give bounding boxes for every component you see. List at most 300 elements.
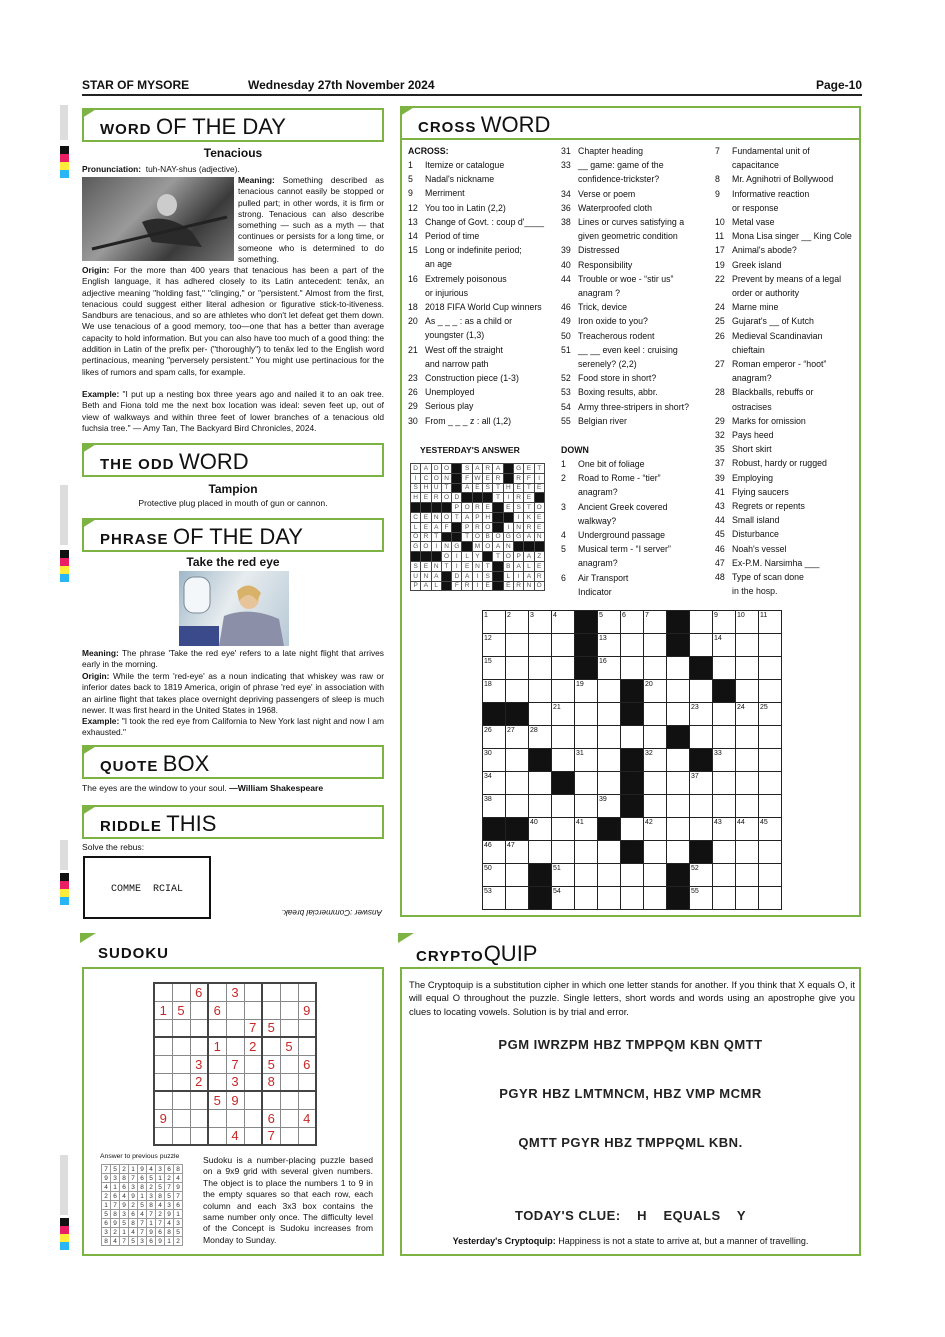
crossword-cell[interactable]: 50 (483, 864, 506, 887)
crossword-cell[interactable] (506, 795, 529, 818)
crossword-cell[interactable] (506, 657, 529, 680)
crossword-cell[interactable]: 1 (483, 611, 506, 634)
answer-cell: 7 (174, 1192, 183, 1201)
crossword-cell[interactable]: 5 (598, 611, 621, 634)
crossword-cell[interactable]: 41 (575, 818, 598, 841)
answer-cell: E (524, 464, 534, 474)
crossword-cell[interactable]: 20 (644, 680, 667, 703)
sudoku-cell[interactable] (226, 1019, 244, 1037)
crossword-cell[interactable]: 38 (483, 795, 506, 818)
crossword-cell[interactable]: 11 (759, 611, 782, 634)
crossword-cell[interactable] (667, 772, 690, 795)
sudoku-cell[interactable] (298, 1073, 316, 1091)
origin-text: For the more than 400 years that tenacious has been a part of the English language, it has adhered closely to its Latin antecedent: tenāx, an adjective meaning "holding fast," "clinging," or "persistent." Almost from the first, tenacious could suggest either literal adhesion or figurative stick-to-itiveness. Sandburs are tenacious, and so are athletes who don't let defeat get them down. We use tenacious of a good memory, too—one that has a better than average capacity to hold information. But you can also have too much of a good thing: the addition in Latin of the prefix per- ("thoroughly") to tenāx led to the English word pertinacious, meaning "perversely persistent." You might use pertinacious for the likes of rumors and spam calls, for example. (82, 265, 385, 377)
crossword-cell[interactable] (713, 726, 736, 749)
crossword-cell[interactable] (506, 680, 529, 703)
crossword-cell[interactable] (529, 680, 552, 703)
crossword-cell[interactable]: 15 (483, 657, 506, 680)
crossword-cell[interactable]: 2 (506, 611, 529, 634)
crossword-cell[interactable] (644, 795, 667, 818)
sudoku-cell[interactable] (154, 1019, 172, 1037)
answer-cell: I (472, 581, 482, 591)
sudoku-cell[interactable]: 5 (262, 1055, 280, 1073)
crossword-cell[interactable] (713, 864, 736, 887)
sudoku-cell[interactable] (208, 1127, 226, 1145)
crossword-cell[interactable]: 55 (690, 887, 713, 910)
answer-cell: 2 (156, 1210, 165, 1219)
crossword-cell[interactable] (598, 703, 621, 726)
crossword-cell[interactable] (621, 657, 644, 680)
sudoku-cell[interactable] (172, 1055, 190, 1073)
crossword-cell[interactable] (667, 887, 690, 910)
crossword-cell[interactable] (667, 841, 690, 864)
sudoku-cell[interactable]: 5 (262, 1019, 280, 1037)
sudoku-cell[interactable]: 7 (262, 1127, 280, 1145)
crossword-cell[interactable] (713, 657, 736, 680)
sudoku-cell[interactable] (262, 1001, 280, 1019)
sudoku-cell[interactable] (298, 1037, 316, 1055)
wotd-word: Tenacious (203, 146, 263, 160)
clue-text: Roman emperor - “hoot” (732, 359, 827, 370)
sudoku-cell[interactable] (226, 1037, 244, 1055)
crossword-cell[interactable]: 22 (621, 703, 644, 726)
sudoku-cell[interactable] (280, 1127, 298, 1145)
example-text: "I took the red eye from California to New York last night and now I am exhausted." (82, 716, 384, 738)
crossword-cell[interactable] (598, 772, 621, 795)
sudoku-cell[interactable] (172, 1073, 190, 1091)
sudoku-cell[interactable] (280, 983, 298, 1001)
clue-item (715, 272, 860, 286)
sudoku-cell[interactable] (280, 1055, 298, 1073)
crossword-cell[interactable] (552, 680, 575, 703)
crossword-cell[interactable] (736, 841, 759, 864)
clue-item (715, 584, 860, 598)
clue-number: 20 (408, 316, 418, 327)
clue-text: Type of scan done (732, 572, 804, 583)
sudoku-cell[interactable] (298, 983, 316, 1001)
crossword-cell[interactable] (690, 749, 713, 772)
crossword-cell[interactable]: 40 (529, 818, 552, 841)
crossword-cell[interactable] (552, 657, 575, 680)
crossword-cell[interactable]: 27 (506, 726, 529, 749)
sudoku-cell[interactable]: 9 (298, 1001, 316, 1019)
sudoku-cell[interactable] (280, 1091, 298, 1109)
crossword-cell[interactable] (575, 795, 598, 818)
crossword-cell[interactable]: 23 (690, 703, 713, 726)
crossword-cell[interactable] (667, 749, 690, 772)
answer-cell: A (421, 464, 431, 474)
crossword-cell[interactable] (759, 726, 782, 749)
crossword-cell[interactable] (552, 818, 575, 841)
sudoku-cell[interactable] (280, 1109, 298, 1127)
sudoku-cell[interactable]: 6 (208, 1001, 226, 1019)
crossword-cell[interactable] (598, 864, 621, 887)
clue-item (408, 314, 558, 328)
crossword-cell[interactable] (713, 680, 736, 703)
sudoku-cell[interactable] (280, 1073, 298, 1091)
crossword-cell[interactable] (759, 841, 782, 864)
sudoku-cell[interactable]: 4 (226, 1127, 244, 1145)
crossword-cell[interactable] (759, 657, 782, 680)
crossword-cell[interactable] (621, 634, 644, 657)
crossword-cell[interactable] (598, 887, 621, 910)
sudoku-cell[interactable] (226, 1109, 244, 1127)
crossword-cell[interactable] (736, 749, 759, 772)
sudoku-cell[interactable] (208, 1055, 226, 1073)
sudoku-cell[interactable]: 4 (298, 1109, 316, 1127)
crossword-cell[interactable] (713, 887, 736, 910)
crossword-cell[interactable] (598, 680, 621, 703)
sudoku-cell[interactable] (298, 1091, 316, 1109)
crossword-cell[interactable] (690, 611, 713, 634)
crossword-cell[interactable] (506, 887, 529, 910)
crossword-cell[interactable] (736, 864, 759, 887)
sudoku-cell[interactable] (190, 1127, 208, 1145)
crossword-cell[interactable]: 4 (552, 611, 575, 634)
sudoku-cell[interactable] (208, 1073, 226, 1091)
clue-number: 8 (715, 174, 720, 185)
crossword-cell[interactable]: 36 (621, 772, 644, 795)
sudoku-cell[interactable] (154, 1127, 172, 1145)
crossword-cell[interactable] (667, 703, 690, 726)
crossword-cell[interactable] (621, 795, 644, 818)
crossword-cell[interactable]: 42 (644, 818, 667, 841)
sudoku-cell[interactable] (298, 1019, 316, 1037)
crossword-cell[interactable] (598, 818, 621, 841)
sudoku-cell[interactable] (172, 1109, 190, 1127)
crossword-cell[interactable]: 24 (736, 703, 759, 726)
crossword-cell[interactable] (644, 772, 667, 795)
clue-text: ostracises (732, 401, 772, 412)
crossword-cell[interactable] (759, 680, 782, 703)
crossword-cell[interactable] (598, 749, 621, 772)
crossword-cell[interactable]: 45 (759, 818, 782, 841)
crossword-cell[interactable] (506, 749, 529, 772)
sudoku-cell[interactable] (190, 1109, 208, 1127)
crossword-cell[interactable] (621, 680, 644, 703)
crossword-cell[interactable] (552, 841, 575, 864)
sudoku-cell[interactable]: 5 (280, 1037, 298, 1055)
crossword-cell[interactable] (736, 887, 759, 910)
sudoku-cell[interactable] (244, 1127, 262, 1145)
clue-item (715, 215, 860, 229)
crossword-cell[interactable]: 21 (552, 703, 575, 726)
sudoku-cell[interactable] (190, 1001, 208, 1019)
crossword-cell[interactable] (713, 772, 736, 795)
sudoku-cell[interactable] (280, 1019, 298, 1037)
crossword-cell[interactable]: 7 (644, 611, 667, 634)
crossword-cell[interactable] (759, 887, 782, 910)
crossword-cell[interactable]: 34 (483, 772, 506, 795)
crossword-cell[interactable] (506, 864, 529, 887)
crossword-cell[interactable] (575, 726, 598, 749)
clue-text: Waterproofed cloth (578, 202, 652, 213)
sudoku-cell[interactable]: 2 (244, 1037, 262, 1055)
answer-cell: D (452, 571, 462, 581)
crossword-cell[interactable]: 26 (483, 726, 506, 749)
crossword-cell[interactable]: 25 (759, 703, 782, 726)
crossword-cell[interactable]: 29 (667, 726, 690, 749)
clue-item (715, 371, 860, 385)
crossword-cell[interactable] (598, 726, 621, 749)
answer-cell: 2 (165, 1174, 174, 1183)
sudoku-cell[interactable] (154, 1037, 172, 1055)
sudoku-cell[interactable]: 2 (190, 1073, 208, 1091)
crossword-cell[interactable]: 6 (621, 611, 644, 634)
crossword-cell[interactable] (575, 611, 598, 634)
page-header (82, 76, 862, 96)
crossword-cell[interactable] (644, 864, 667, 887)
crossword-cell[interactable] (598, 841, 621, 864)
crossword-cell[interactable]: 46 (483, 841, 506, 864)
crossword-cell[interactable] (575, 634, 598, 657)
crossword-cell[interactable] (552, 634, 575, 657)
crossword-cell[interactable] (644, 887, 667, 910)
clue-text: __ __ even keel : cruising (578, 344, 678, 355)
sudoku-cell[interactable] (190, 1019, 208, 1037)
crossword-cell[interactable] (529, 887, 552, 910)
crossword-cell[interactable] (759, 749, 782, 772)
crossword-cell[interactable]: 35 (552, 772, 575, 795)
crossword-cell[interactable] (529, 749, 552, 772)
crossword-cell[interactable] (644, 634, 667, 657)
sudoku-cell[interactable]: 6 (190, 983, 208, 1001)
sudoku-cell[interactable]: 6 (298, 1055, 316, 1073)
sudoku-cell[interactable]: 3 (190, 1055, 208, 1073)
crossword-cell[interactable] (644, 841, 667, 864)
crossword-cell[interactable] (690, 818, 713, 841)
crossword-cell[interactable] (621, 749, 644, 772)
crossword-cell[interactable]: 18 (483, 680, 506, 703)
crossword-cell[interactable] (575, 841, 598, 864)
crossword-cell[interactable]: 52 (690, 864, 713, 887)
crossword-cell[interactable] (483, 703, 506, 726)
crossword-cell[interactable] (667, 818, 690, 841)
clue-number: 38 (561, 217, 571, 228)
crossword-cell[interactable]: 49 (690, 841, 713, 864)
sudoku-cell[interactable] (190, 1037, 208, 1055)
crossword-cell[interactable] (644, 657, 667, 680)
crossword-cell[interactable]: 53 (483, 887, 506, 910)
crossword-cell[interactable] (575, 864, 598, 887)
sudoku-cell[interactable]: 5 (172, 1001, 190, 1019)
crossword-cell[interactable]: 16 (598, 657, 621, 680)
sudoku-cell[interactable]: 7 (244, 1019, 262, 1037)
sudoku-cell[interactable] (226, 1001, 244, 1019)
sudoku-cell[interactable] (208, 1019, 226, 1037)
crossword-cell[interactable] (713, 703, 736, 726)
sudoku-cell[interactable] (244, 1109, 262, 1127)
crossword-cell[interactable]: 48 (621, 841, 644, 864)
sudoku-cell[interactable] (298, 1127, 316, 1145)
sudoku-cell[interactable] (244, 1001, 262, 1019)
crossword-cell[interactable]: 51 (552, 864, 575, 887)
crossword-cell[interactable] (575, 703, 598, 726)
crossword-cell[interactable]: 17 (690, 657, 713, 680)
clue-text: walkway? (578, 515, 617, 526)
clue-text: in the hosp. (732, 586, 778, 597)
crossword-cell[interactable] (736, 772, 759, 795)
clue-text: Change of Govt. : coup d'____ (425, 216, 545, 227)
crossword-cell[interactable]: 9 (713, 611, 736, 634)
sudoku-cell[interactable] (172, 1037, 190, 1055)
crossword-cell[interactable] (575, 887, 598, 910)
sudoku-cell[interactable]: 3 (226, 983, 244, 1001)
answer-cell: 4 (120, 1192, 129, 1201)
crossword-cell[interactable]: 19 (575, 680, 598, 703)
crossword-cell[interactable]: 33 (713, 749, 736, 772)
meaning-label: Meaning: (238, 175, 275, 185)
crossword-cell[interactable]: 32 (644, 749, 667, 772)
sudoku-cell[interactable] (154, 1091, 172, 1109)
crossword-cell[interactable] (575, 657, 598, 680)
crossword-cell[interactable]: 3 (529, 611, 552, 634)
sudoku-cell[interactable] (244, 983, 262, 1001)
crossword-cell[interactable] (621, 887, 644, 910)
crossword-cell[interactable]: 44 (736, 818, 759, 841)
answer-cell: 7 (165, 1183, 174, 1192)
crossword-cell[interactable] (529, 841, 552, 864)
sudoku-cell[interactable] (172, 1127, 190, 1145)
crossword-cell[interactable]: 8 (667, 611, 690, 634)
sudoku-cell[interactable] (172, 1091, 190, 1109)
crossword-cell[interactable] (552, 726, 575, 749)
sudoku-cell[interactable]: 7 (226, 1055, 244, 1073)
sudoku-cell[interactable] (154, 1073, 172, 1091)
sudoku-cell[interactable]: 1 (208, 1037, 226, 1055)
crossword-cell[interactable] (667, 795, 690, 818)
crossword-cell[interactable] (621, 864, 644, 887)
sudoku-cell[interactable] (280, 1001, 298, 1019)
sudoku-cell[interactable] (244, 1073, 262, 1091)
crossword-cell[interactable] (759, 772, 782, 795)
sudoku-cell[interactable]: 9 (226, 1091, 244, 1109)
crossword-cell[interactable]: 47 (506, 841, 529, 864)
crossword-cell[interactable] (552, 749, 575, 772)
sudoku-cell[interactable]: 6 (262, 1109, 280, 1127)
crossword-cell[interactable] (552, 795, 575, 818)
answer-cell (493, 522, 503, 532)
crossword-cell[interactable]: 13 (598, 634, 621, 657)
answer-cell: L (462, 552, 472, 562)
crossword-cell[interactable] (621, 818, 644, 841)
sudoku-cell[interactable] (172, 983, 190, 1001)
example-label: Example: (82, 389, 120, 399)
crossword-cell[interactable]: 14 (713, 634, 736, 657)
clue-item (715, 499, 860, 513)
origin-label: Origin: (82, 671, 110, 681)
answer-cell: T (452, 512, 462, 522)
crossword-cell[interactable] (644, 726, 667, 749)
crossword-cell[interactable] (483, 818, 506, 841)
sudoku-cell[interactable] (154, 1055, 172, 1073)
crossword-cell[interactable] (506, 772, 529, 795)
crossword-cell[interactable] (506, 634, 529, 657)
crossword-cell[interactable]: 30 (483, 749, 506, 772)
answer-cell: 7 (138, 1219, 147, 1228)
crossword-cell[interactable]: 39 (598, 795, 621, 818)
crossword-cell[interactable] (690, 634, 713, 657)
sudoku-cell[interactable]: 3 (226, 1073, 244, 1091)
crossword-cell[interactable] (667, 680, 690, 703)
crossword-cell[interactable] (529, 703, 552, 726)
crossword-cell[interactable] (529, 795, 552, 818)
crossword-cell[interactable] (667, 657, 690, 680)
crossword-cell[interactable] (506, 818, 529, 841)
clue-number: 10 (715, 217, 725, 228)
crossword-cell[interactable] (690, 680, 713, 703)
sudoku-cell[interactable]: 9 (154, 1109, 172, 1127)
crossword-cell[interactable] (506, 703, 529, 726)
crossword-cell[interactable] (529, 772, 552, 795)
sudoku-cell[interactable]: 5 (208, 1091, 226, 1109)
crossword-cell[interactable]: 54 (552, 887, 575, 910)
sudoku-cell[interactable] (208, 1109, 226, 1127)
crossword-cell[interactable] (736, 726, 759, 749)
answer-cell: H (503, 483, 513, 493)
crossword-cell[interactable]: 12 (483, 634, 506, 657)
crossword-cell[interactable] (759, 795, 782, 818)
sudoku-cell[interactable] (244, 1091, 262, 1109)
crossword-cell[interactable] (736, 657, 759, 680)
crossword-cell[interactable]: 28 (529, 726, 552, 749)
crossword-cell[interactable] (690, 726, 713, 749)
sudoku-cell[interactable] (172, 1019, 190, 1037)
crossword-cell[interactable] (759, 864, 782, 887)
sudoku-cell[interactable] (262, 1037, 280, 1055)
crossword-cell[interactable]: 43 (713, 818, 736, 841)
crossword-cell[interactable]: 10 (736, 611, 759, 634)
answer-cell: L (524, 561, 534, 571)
crossword-cell[interactable] (621, 726, 644, 749)
clue-number: 25 (715, 316, 725, 327)
crossword-cell[interactable] (529, 634, 552, 657)
sudoku-cell[interactable] (154, 983, 172, 1001)
crossword-cell[interactable] (529, 657, 552, 680)
sudoku-cell[interactable] (262, 983, 280, 1001)
crossword-cell[interactable] (529, 864, 552, 887)
crossword-cell[interactable] (667, 864, 690, 887)
sudoku-cell[interactable]: 8 (262, 1073, 280, 1091)
clue-number (561, 286, 578, 300)
sudoku-cell[interactable] (208, 983, 226, 1001)
crossword-cell[interactable] (575, 772, 598, 795)
crossword-cell[interactable] (667, 634, 690, 657)
crossword-cell[interactable] (759, 634, 782, 657)
crossword-cell[interactable]: 37 (690, 772, 713, 795)
sudoku-answer-label: Answer to previous puzzle (100, 1153, 180, 1160)
crossword-cell[interactable] (736, 634, 759, 657)
sudoku-cell[interactable]: 1 (154, 1001, 172, 1019)
sudoku-cell[interactable] (244, 1055, 262, 1073)
crossword-cell[interactable] (690, 795, 713, 818)
answer-cell: T (441, 483, 451, 493)
answer-cell: E (524, 493, 534, 503)
clue-number: 53 (561, 387, 571, 398)
crossword-cell[interactable] (736, 795, 759, 818)
crossword-cell[interactable] (644, 703, 667, 726)
crossword-cell[interactable]: 31 (575, 749, 598, 772)
crossword-cell[interactable] (713, 841, 736, 864)
crossword-cell[interactable] (713, 795, 736, 818)
clue-text: Chapter heading (578, 146, 644, 156)
crossword-cell[interactable] (736, 680, 759, 703)
clue-item (561, 500, 711, 514)
potd-title-small: PHRASE (100, 531, 169, 548)
sudoku-cell[interactable] (190, 1091, 208, 1109)
page-number: Page-10 (815, 78, 862, 92)
sudoku-cell[interactable] (262, 1091, 280, 1109)
